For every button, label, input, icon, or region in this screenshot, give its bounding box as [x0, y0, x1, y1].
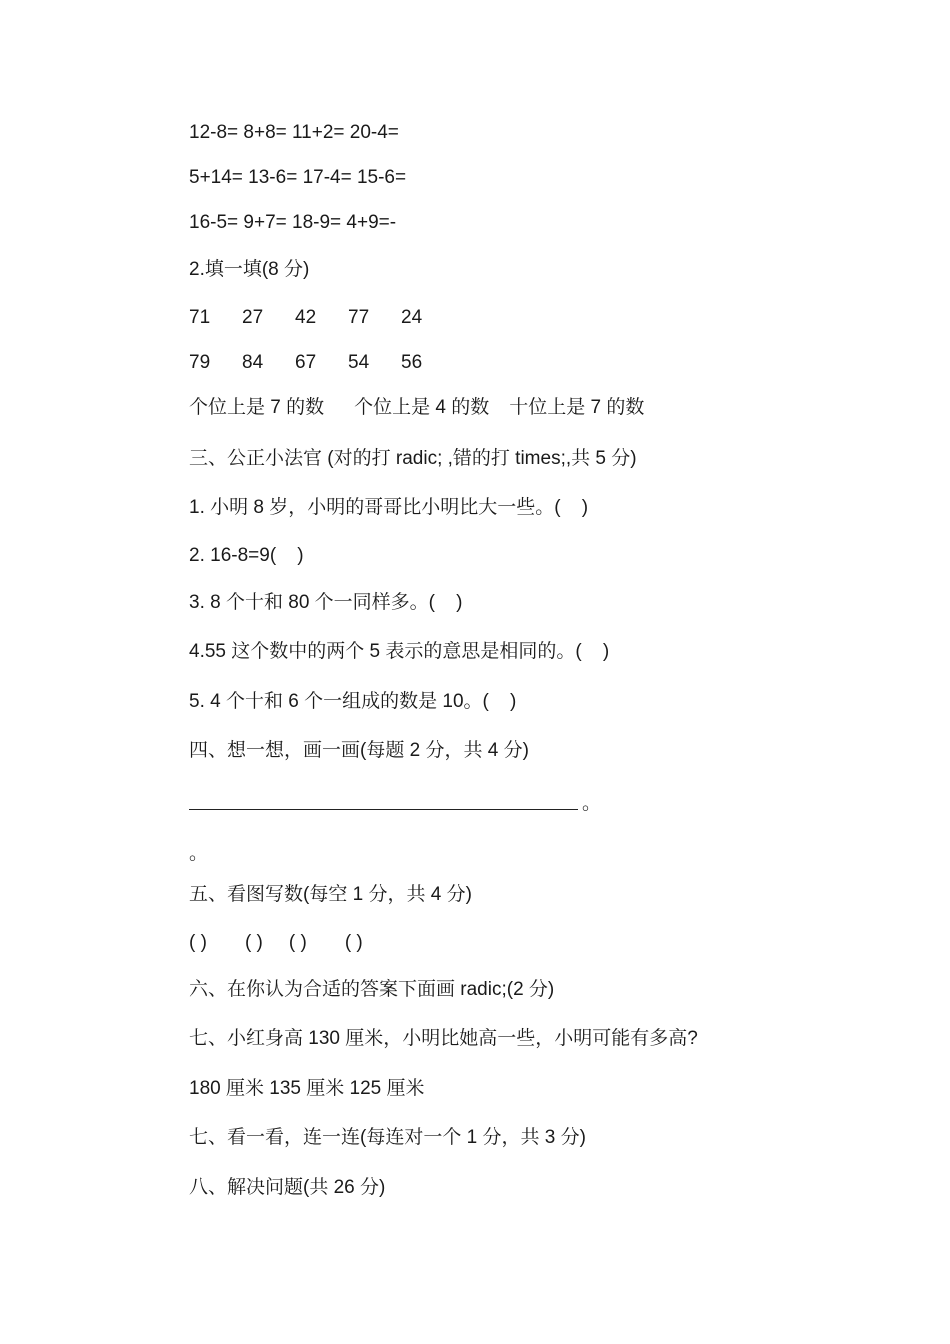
answer-parens-row	[189, 931, 363, 955]
judge-item-5: 5. 4 个十和 6 个一组成的数是 10。( )	[189, 691, 517, 712]
answer-paren: ( )	[288, 932, 307, 953]
judge-item-1: 1. 小明 8 岁，小明的哥哥比小明比大一些。( )	[189, 497, 589, 518]
number-cell: 77	[348, 307, 370, 328]
number-cell: 71	[189, 307, 211, 328]
section-8-title: 八、解决问题(共 26 分)	[189, 1177, 386, 1198]
number-cell: 79	[189, 352, 211, 373]
section-7b-title: 七、看一看，连一连(每连对一个 1 分，共 3 分)	[189, 1127, 586, 1148]
judge-item-4: 4.55 这个数中的两个 5 表示的意思是相同的。( )	[189, 641, 610, 662]
digit-label: 十位上是 7 的数	[509, 397, 645, 418]
answer-paren: ( )	[189, 932, 207, 953]
number-cell: 42	[295, 307, 317, 328]
calc-row-3: 16-5= 9+7= 18-9= 4+9=-	[189, 212, 397, 233]
section-6-title: 六、在你认为合适的答案下面画 radic;(2 分)	[189, 979, 555, 1000]
number-row-1	[189, 306, 454, 330]
judge-item-2: 2. 16-8=9( )	[189, 545, 304, 566]
section-3-title: 三、公正小法官 (对的打 radic; ,错的打 times;,共 5 分)	[189, 448, 637, 469]
section-4-title: 四、想一想，画一画(每题 2 分，共 4 分)	[189, 740, 529, 761]
number-cell: 54	[348, 352, 370, 373]
question-7-text: 七、小红身高 130 厘米，小明比她高一些，小明可能有多高?	[189, 1028, 698, 1049]
height-options: 180 厘米 135 厘米 125 厘米	[189, 1078, 425, 1099]
section-5-title: 五、看图写数(每空 1 分，共 4 分)	[189, 884, 472, 905]
number-cell: 56	[401, 352, 423, 373]
number-row-2	[189, 351, 454, 375]
lone-mark: 。	[189, 843, 209, 864]
answer-blank-line	[189, 809, 578, 810]
calc-row-2: 5+14= 13-6= 17-4= 15-6=	[189, 167, 407, 188]
number-cell: 27	[242, 307, 264, 328]
section-2-title: 2.填一填(8 分)	[189, 259, 310, 280]
number-cell: 24	[401, 307, 423, 328]
answer-paren: ( )	[344, 932, 363, 953]
number-cell: 67	[295, 352, 317, 373]
judge-item-3: 3. 8 个十和 80 个一同样多。( )	[189, 592, 463, 613]
digit-label: 个位上是 4 的数	[354, 397, 490, 418]
digit-label: 个位上是 7 的数	[189, 397, 325, 418]
calc-row-1: 12-8= 8+8= 11+2= 20-4=	[189, 122, 399, 143]
digit-labels-row	[189, 396, 644, 420]
answer-paren: ( )	[244, 932, 263, 953]
number-cell: 84	[242, 352, 264, 373]
blank-end-mark: 。	[582, 793, 602, 814]
